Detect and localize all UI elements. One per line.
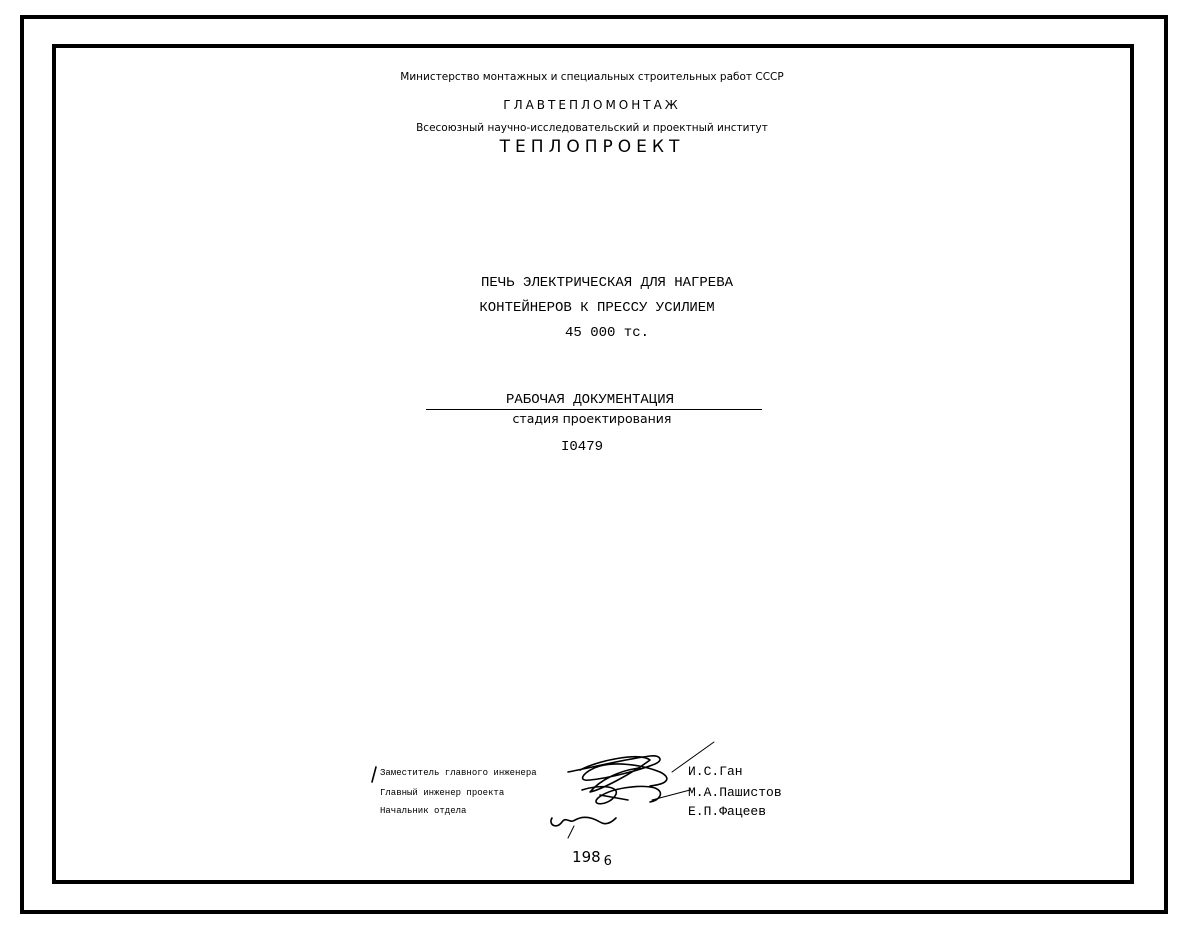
- ministry-line: Министерство монтажных и специальных строительных работ СССР: [400, 71, 784, 83]
- signatory-name-2: М.А.Пашистов: [688, 785, 782, 800]
- year: [0, 848, 1184, 869]
- document-title-line-2: КОНТЕЙНЕРОВ К ПРЕССУ УСИЛИЕМ: [479, 300, 715, 316]
- signature-role-department-head: Начальник отдела: [380, 806, 467, 816]
- institute-name: ТЕПЛОПРОЕКТ: [499, 137, 685, 157]
- signature-role-chief-project-engineer: Главный инженер проекта: [380, 788, 505, 798]
- design-stage-label: стадия проектирования: [512, 411, 672, 426]
- signatory-name-1: И.С.Ган: [688, 764, 743, 779]
- document-number: I0479: [560, 439, 603, 455]
- year-printed: 198: [572, 848, 601, 866]
- trust-name: ГЛАВТЕПЛОМОНТАЖ: [503, 98, 681, 112]
- document-title-line-1: ПЕЧЬ ЭЛЕКТРИЧЕСКАЯ ДЛЯ НАГРЕВА: [480, 275, 734, 291]
- signature-role-deputy-chief-engineer: Заместитель главного инженера: [380, 768, 537, 778]
- underline-rule: [426, 409, 762, 410]
- inner-frame: [52, 44, 1134, 884]
- document-title-line-3: 45 000 тс.: [564, 325, 649, 341]
- working-documentation-label: РАБОЧАЯ ДОКУМЕНТАЦИЯ: [505, 392, 675, 408]
- signatory-name-3: Е.П.Фацеев: [688, 804, 767, 819]
- year-handwritten-digit: 6: [603, 854, 612, 869]
- institute-description: Всесоюзный научно-исследовательский и проектный институт: [416, 122, 768, 134]
